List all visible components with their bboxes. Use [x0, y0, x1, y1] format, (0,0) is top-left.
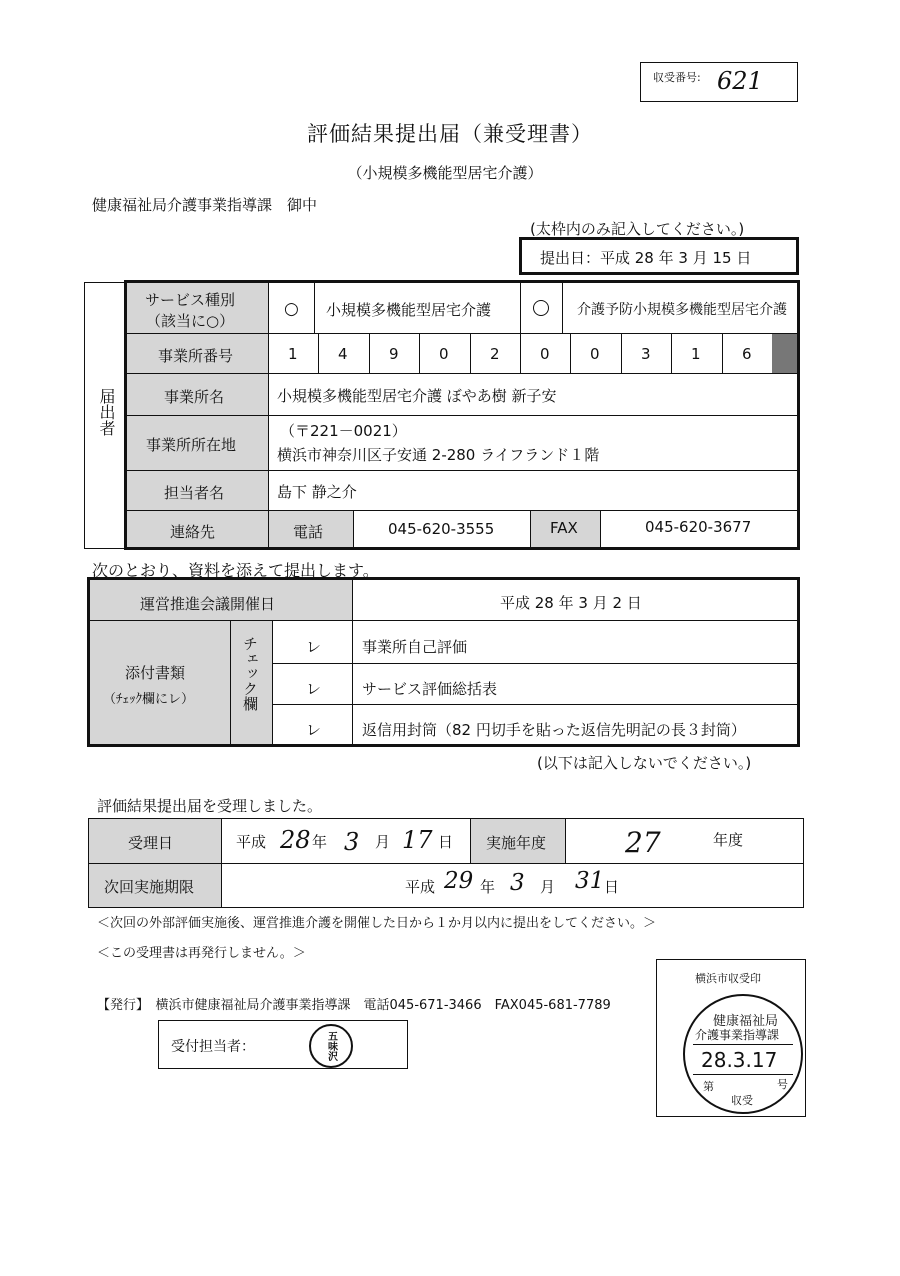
attach-hint: （ﾁｪｯｸ欄にレ） — [103, 692, 195, 707]
receipt-year[interactable]: 28 — [280, 826, 311, 854]
page-subtitle: （小規模多機能型居宅介護） — [347, 164, 543, 182]
office-number-label: 事業所番号 — [158, 347, 234, 365]
staff-box — [158, 1020, 408, 1069]
next-month[interactable]: 3 — [510, 870, 525, 896]
person-name[interactable]: 島下 静之介 — [277, 483, 357, 501]
receipt-era: 平成 — [236, 833, 267, 851]
office-number-digit[interactable]: 6 — [742, 345, 752, 363]
attach-label: 添付書類 — [125, 664, 186, 682]
office-number-digit[interactable]: 0 — [540, 345, 550, 363]
attachment-name: 事業所自己評価 — [362, 638, 468, 656]
receipt-number-label: 収受番号: — [653, 71, 701, 84]
city-stamp-seal: 健康福祉局 介護事業指導課 28.3.17 第 号 収受 — [683, 994, 803, 1114]
office-number-digit[interactable]: 1 — [288, 345, 298, 363]
attachment-check[interactable]: レ — [306, 680, 322, 698]
check-column-label: チェック欄 — [241, 636, 259, 711]
next-day[interactable]: 31 — [575, 868, 605, 894]
fill-note: (太枠内のみ記入してください。) — [530, 220, 745, 238]
option1-mark[interactable]: ○ — [284, 299, 299, 319]
option2-text: 介護予防小規模多機能型居宅介護 — [577, 302, 787, 318]
next-deadline-label: 次回実施期限 — [104, 878, 195, 896]
attachment-intro: 次のとおり、資料を添えて提出します。 — [92, 561, 379, 580]
person-label: 担当者名 — [164, 484, 225, 502]
next-year[interactable]: 29 — [444, 868, 474, 894]
office-number-digit[interactable]: 2 — [490, 345, 500, 363]
next-day-unit: 日 — [604, 878, 620, 896]
submission-date-box — [519, 237, 799, 275]
next-year-unit: 年 — [480, 878, 496, 896]
attachment-name: 返信用封筒（82 円切手を貼った返信先明記の長３封筒） — [362, 721, 746, 739]
accepted-text: 評価結果提出届を受理しました。 — [97, 797, 323, 815]
option1-text: 小規模多機能型居宅介護 — [326, 301, 492, 319]
fiscal-year-unit: 年度 — [713, 831, 744, 849]
receipt-month[interactable]: 3 — [344, 828, 360, 856]
office-number-digit[interactable]: 9 — [389, 345, 399, 363]
staff-seal: 五味沢 — [309, 1024, 353, 1068]
meeting-date[interactable]: 平成 28 年 3 月 2 日 — [500, 594, 642, 612]
no-fill-note: (以下は記入しないでください。) — [537, 754, 752, 772]
address-label: 事業所所在地 — [146, 436, 237, 454]
attachment-check[interactable]: レ — [306, 638, 322, 656]
attachment-name: サービス評価総括表 — [362, 680, 498, 698]
fiscal-year-label: 実施年度 — [486, 834, 547, 852]
receipt-date-label: 受理日 — [128, 834, 174, 852]
receipt-day-unit: 日 — [438, 833, 454, 851]
postal-code[interactable]: （〒221－0021） — [280, 422, 407, 440]
office-number-digit[interactable]: 4 — [338, 345, 348, 363]
applicant-side-label: 届出者 — [97, 388, 116, 436]
office-number-digit[interactable]: 0 — [590, 345, 600, 363]
issuer-line: 【発行】 横浜市健康福祉局介護事業指導課 電話045-671-3466 FAX045-681-7789 — [97, 998, 611, 1013]
office-number-digit[interactable]: 3 — [641, 345, 651, 363]
footnote-reissue: ＜この受理書は再発行しません。＞ — [97, 946, 306, 961]
office-number-digit[interactable]: 1 — [691, 345, 701, 363]
contact-label: 連絡先 — [170, 523, 216, 541]
city-stamp-label: 横浜市収受印 — [695, 972, 761, 985]
next-era: 平成 — [405, 878, 436, 896]
receipt-number-box — [640, 62, 798, 102]
fax-number[interactable]: 045-620-3677 — [645, 518, 752, 536]
office-name[interactable]: 小規模多機能型居宅介護 ぼやあ樹 新子安 — [277, 387, 557, 405]
option2-mark[interactable] — [533, 300, 549, 316]
office-number-blank — [772, 334, 797, 373]
fiscal-year-value[interactable]: 27 — [625, 826, 661, 859]
receipt-number-value: 621 — [717, 67, 763, 95]
office-name-label: 事業所名 — [164, 388, 225, 406]
receipt-day[interactable]: 17 — [402, 826, 433, 854]
page-title: 評価結果提出届（兼受理書） — [307, 122, 593, 146]
addressee: 健康福祉局介護事業指導課 御中 — [92, 196, 318, 214]
receipt-month-unit: 月 — [375, 833, 391, 851]
address[interactable]: 横浜市神奈川区子安通 2-280 ライフランド１階 — [277, 446, 600, 464]
tel-number[interactable]: 045-620-3555 — [388, 520, 495, 538]
city-stamp-box — [656, 959, 806, 1117]
next-month-unit: 月 — [540, 878, 556, 896]
attachment-check[interactable]: レ — [306, 721, 322, 739]
meeting-label: 運営推進会議開催日 — [140, 595, 276, 613]
receipt-year-unit: 年 — [312, 833, 328, 851]
tel-label: 電話 — [293, 523, 324, 541]
fax-label: FAX — [550, 519, 578, 537]
staff-label: 受付担当者： — [171, 1039, 255, 1055]
service-type-label: サービス種別 — [145, 291, 236, 309]
service-type-hint: （該当に○） — [146, 312, 235, 330]
office-number-digit[interactable]: 0 — [439, 345, 449, 363]
submission-date: 提出日：平成 28 年 3 月 15 日 — [540, 249, 752, 267]
footnote-submit: ＜次回の外部評価実施後、運営推進介護を開催した日から１か月以内に提出をしてください。＞ — [97, 916, 657, 931]
